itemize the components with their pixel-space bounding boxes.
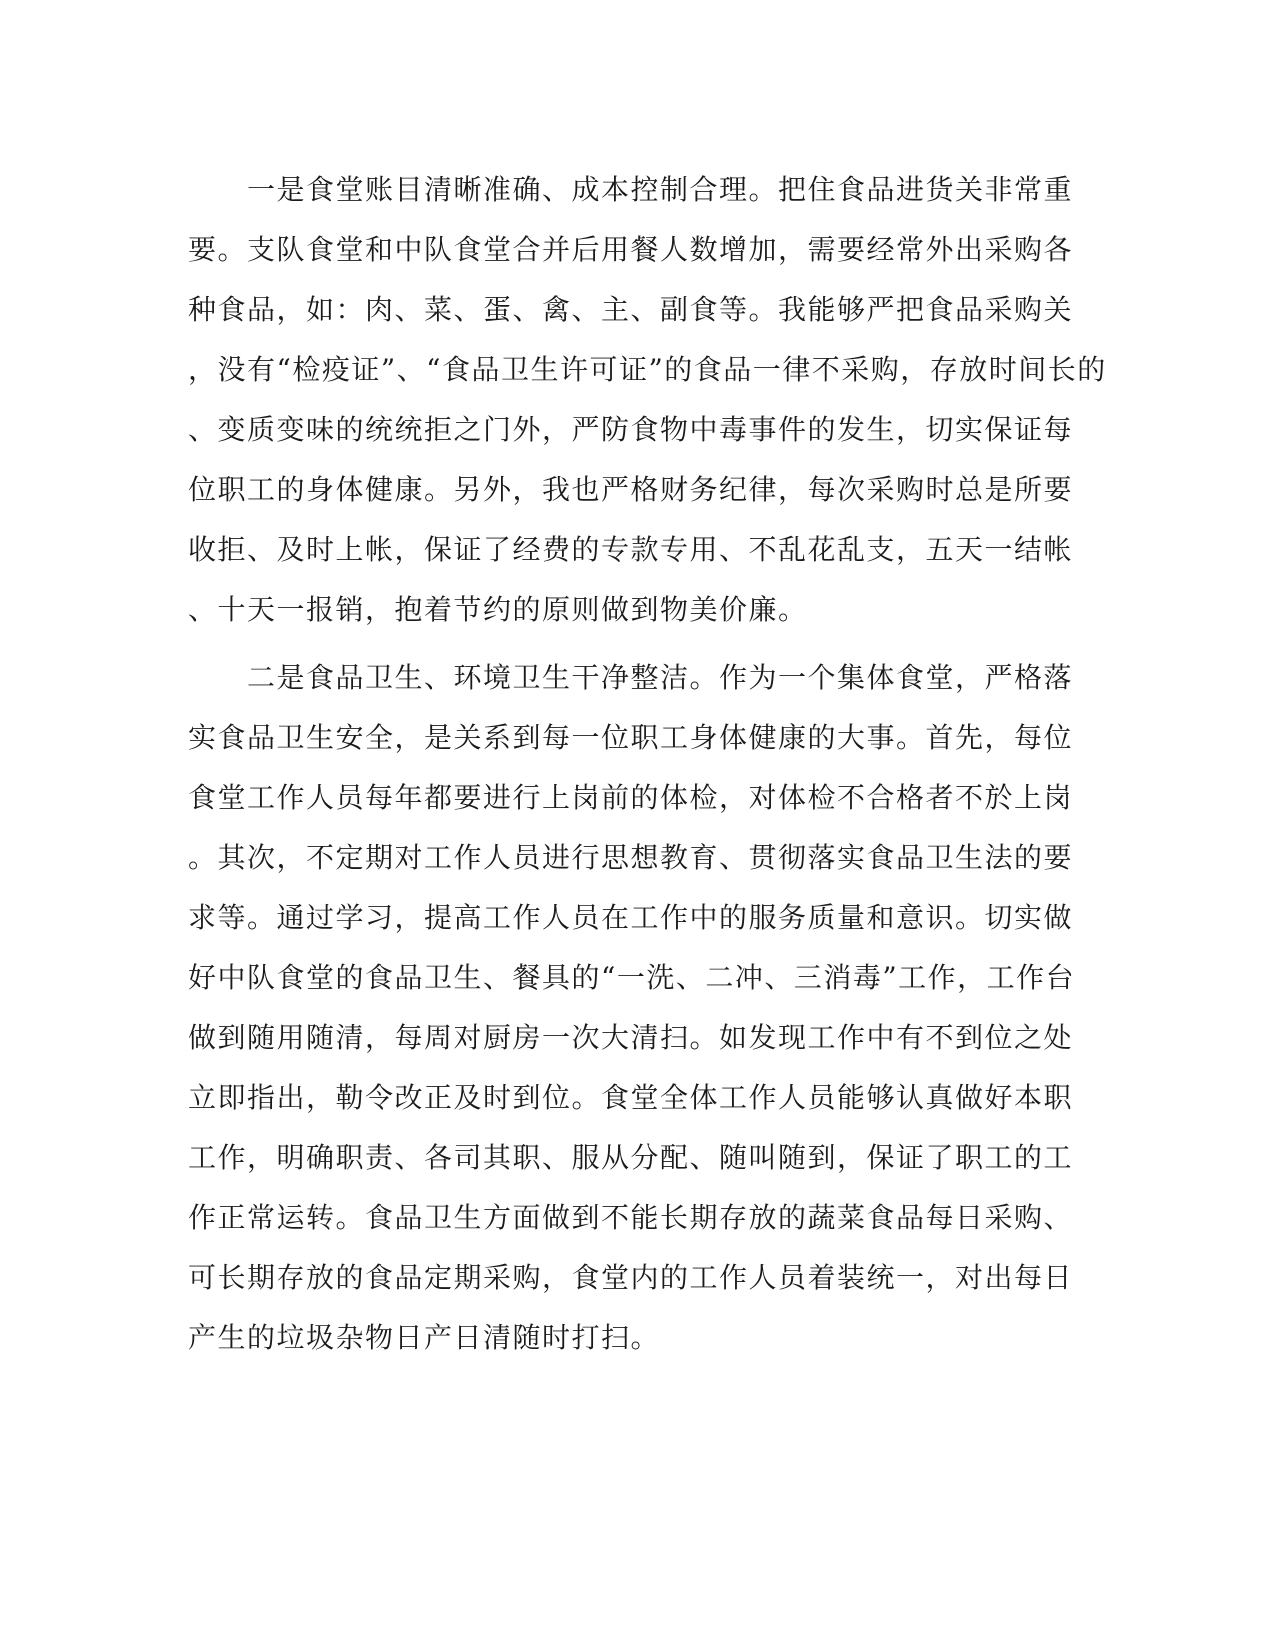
text-line: 工作，明确职责、各司其职、服从分配、随叫随到，保证了职工的工 (188, 1141, 1074, 1174)
text-line: 可长期存放的食品定期采购，食堂内的工作人员着装统一，对出每日 (188, 1261, 1074, 1294)
text-line: ，没有“检疫证”、“食品卫生许可证”的食品一律不采购，存放时间长的 (188, 353, 1107, 386)
text-line: 。其次，不定期对工作人员进行思想教育、贯彻落实食品卫生法的要 (188, 841, 1074, 874)
text-line: 、变质变味的统统拒之门外，严防食物中毒事件的发生，切实保证每 (188, 413, 1074, 446)
text-line: 一是食堂账目清晰准确、成本控制合理。把住食品进货关非常重 (188, 173, 1074, 206)
text-line: 求等。通过学习，提高工作人员在工作中的服务质量和意识。切实做 (188, 901, 1074, 934)
text-line: 好中队食堂的食品卫生、餐具的“一洗、二冲、三消毒”工作，工作台 (188, 961, 1076, 994)
text-line: 位职工的身体健康。另外，我也严格财务纪律，每次采购时总是所要 (188, 473, 1074, 506)
text-line: 、十天一报销，抱着节约的原则做到物美价廉。 (188, 593, 808, 626)
text-line: 实食品卫生安全，是关系到每一位职工身体健康的大事。首先，每位 (188, 721, 1074, 754)
text-line: 产生的垃圾杂物日产日清随时打扫。 (188, 1321, 661, 1354)
text-line: 要。支队食堂和中队食堂合并后用餐人数增加，需要经常外出采购各 (188, 233, 1074, 266)
text-line: 作正常运转。食品卫生方面做到不能长期存放的蔬菜食品每日采购、 (188, 1201, 1074, 1234)
text-line: 种食品，如：肉、菜、蛋、禽、主、副食等。我能够严把食品采购关 (188, 293, 1074, 326)
paragraph-canteen-accounts (188, 160, 1107, 640)
text-line: 食堂工作人员每年都要进行上岗前的体检，对体检不合格者不於上岗 (188, 781, 1074, 814)
paragraph-food-hygiene (188, 648, 1076, 1368)
text-line: 收拒、及时上帐，保证了经费的专款专用、不乱花乱支，五天一结帐 (188, 533, 1074, 566)
text-line: 立即指出，勒令改正及时到位。食堂全体工作人员能够认真做好本职 (188, 1081, 1074, 1114)
text-line: 二是食品卫生、环境卫生干净整洁。作为一个集体食堂，严格落 (188, 661, 1074, 694)
text-line: 做到随用随清，每周对厨房一次大清扫。如发现工作中有不到位之处 (188, 1021, 1074, 1054)
